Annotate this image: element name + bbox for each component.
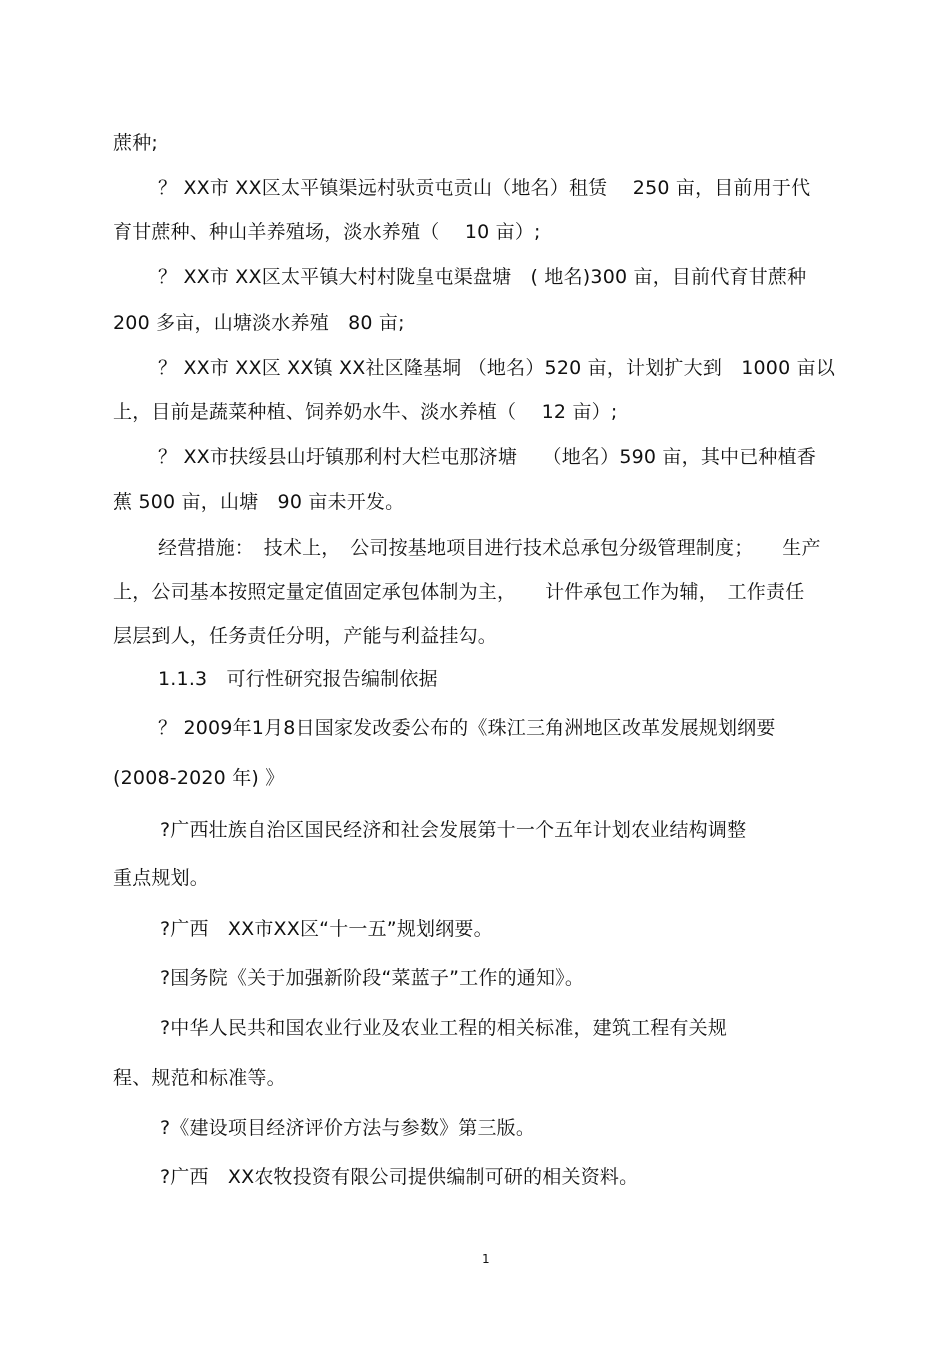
- text-line-15: (2008-2020 年) 》: [113, 767, 285, 789]
- section-heading: 1.1.3 可行性研究报告编制依据: [158, 668, 438, 690]
- text-line-17: 重点规划。: [113, 867, 210, 889]
- text-line-20: ?中华人民共和国农业行业及农业工程的相关标准，建筑工程有关规: [160, 1017, 728, 1039]
- text-line-21: 程、规范和标准等。: [113, 1067, 286, 1089]
- text-line-3: 育甘蔗种、种山羊养殖场，淡水养殖（ 10 亩）;: [113, 221, 541, 243]
- text-line-8: ？ XX市扶绥县山圩镇那利村大栏屯那济塘 （地名）590 亩，其中已种植香: [158, 446, 817, 468]
- text-line-7: 上，目前是蔬菜种植、饲养奶水牛、淡水养植（ 12 亩）;: [113, 401, 618, 423]
- text-line-23: ?广西 XX农牧投资有限公司提供编制可研的相关资料。: [160, 1166, 639, 1188]
- text-line-5: 200 多亩，山塘淡水养殖 80 亩;: [113, 312, 405, 334]
- page-number: 1: [482, 1252, 490, 1266]
- text-line-1: 蔗种;: [113, 132, 159, 154]
- text-line-2: ？ XX市 XX区太平镇渠远村驮贡屯贡山（地名）租赁 250 亩，目前用于代: [158, 177, 811, 199]
- text-line-12: 层层到人，任务责任分明，产能与利益挂勾。: [113, 625, 498, 647]
- text-line-16: ?广西壮族自治区国民经济和社会发展第十一个五年计划农业结构调整: [160, 819, 747, 841]
- text-line-4: ？ XX市 XX区太平镇大村村陇皇屯渠盘塘 ( 地名)300 亩，目前代育甘蔗种: [158, 266, 807, 288]
- text-line-14: ？ 2009年1月8日国家发改委公布的《珠江三角洲地区改革发展规划纲要: [158, 717, 776, 739]
- text-line-9: 蕉 500 亩，山塘 90 亩未开发。: [113, 491, 405, 513]
- text-line-18: ?广西 XX市XX区“十一五”规划纲要。: [160, 918, 493, 940]
- text-line-6: ？ XX市 XX区 XX镇 XX社区隆基垌 （地名）520 亩，计划扩大到 1000 亩以: [158, 357, 836, 379]
- text-line-11: 上，公司基本按照定量定值固定承包体制为主， 计件承包工作为辅， 工作责任: [113, 581, 805, 603]
- text-line-10: 经营措施： 技术上， 公司按基地项目进行技术总承包分级管理制度； 生产: [158, 537, 821, 559]
- text-line-19: ?国务院《关于加强新阶段“菜蓝子”工作的通知》。: [160, 967, 585, 989]
- text-line-22: ?《建设项目经济评价方法与参数》第三版。: [160, 1117, 536, 1139]
